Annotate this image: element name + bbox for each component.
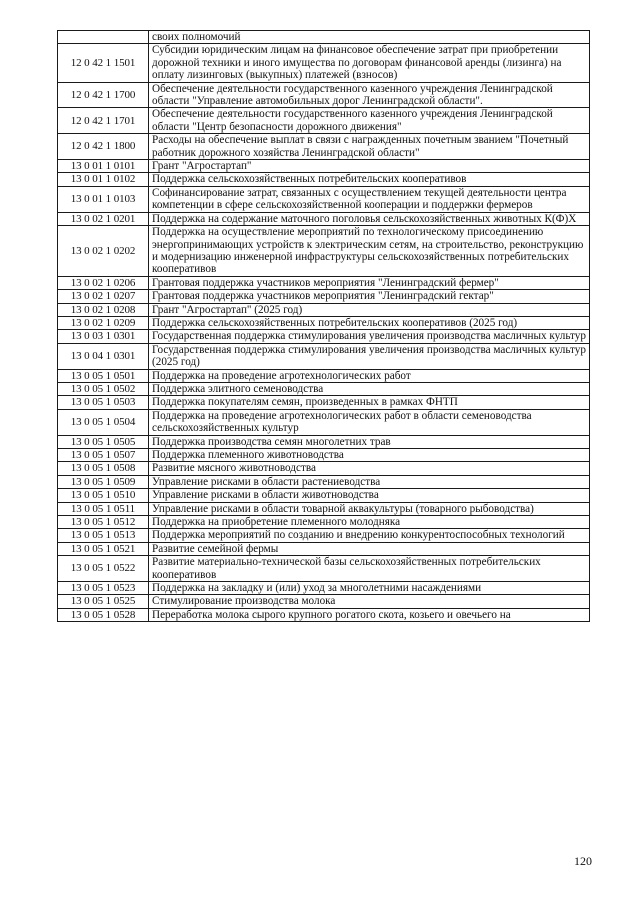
row-code-cell: 13 0 05 1 0510 xyxy=(58,489,149,502)
table-row xyxy=(58,160,590,173)
row-code-cell: 13 0 03 1 0301 xyxy=(58,330,149,343)
row-code-cell: 13 0 01 1 0101 xyxy=(58,160,149,173)
row-description-cell: Стимулирование производства молока xyxy=(149,595,590,608)
table-row xyxy=(58,582,590,595)
row-description-cell: Поддержка сельскохозяйственных потребительских кооперативов xyxy=(149,173,590,186)
table-row xyxy=(58,502,590,515)
table-row xyxy=(58,134,590,160)
row-description-cell: Обеспечение деятельности государственного казенного учреждения Ленинградской области "Управление автомобильных дорог Ленинградской области". xyxy=(149,82,590,108)
table-row xyxy=(58,608,590,621)
row-code-cell: 13 0 01 1 0103 xyxy=(58,186,149,212)
table-row xyxy=(58,516,590,529)
row-description-cell: Субсидии юридическим лицам на финансовое обеспечение затрат при приобретении дорожной техники и иного имущества по договорам финансовой аренды (лизинга) на оплату лизинговых (выкупных) платежей (взносов) xyxy=(149,44,590,82)
table-row xyxy=(58,303,590,316)
table-row xyxy=(58,396,590,409)
table-body xyxy=(58,31,590,622)
row-code-cell: 13 0 05 1 0522 xyxy=(58,556,149,582)
row-code-cell: 13 0 05 1 0509 xyxy=(58,475,149,488)
row-code-cell: 13 0 05 1 0523 xyxy=(58,582,149,595)
row-code-cell: 13 0 05 1 0503 xyxy=(58,396,149,409)
row-description-cell: Поддержка покупателям семян, произведенных в рамках ФНТП xyxy=(149,396,590,409)
table-row xyxy=(58,595,590,608)
table-row xyxy=(58,449,590,462)
row-code-cell: 13 0 02 1 0209 xyxy=(58,316,149,329)
table-row xyxy=(58,529,590,542)
row-code-cell: 13 0 01 1 0102 xyxy=(58,173,149,186)
row-code-cell: 13 0 05 1 0505 xyxy=(58,435,149,448)
page-number: 120 xyxy=(574,854,592,868)
row-code-cell: 13 0 05 1 0508 xyxy=(58,462,149,475)
row-code-cell: 13 0 05 1 0501 xyxy=(58,369,149,382)
row-description-cell: Грант "Агростартап" xyxy=(149,160,590,173)
row-description-cell: Поддержка на содержание маточного поголовья сельскохозяйственных животных К(Ф)Х xyxy=(149,212,590,225)
row-description-cell: Государственная поддержка стимулирования увеличения производства масличных культур xyxy=(149,330,590,343)
table-row xyxy=(58,44,590,82)
row-description-cell: Поддержка на проведение агротехнологических работ в области семеноводства сельскохозяйственных культур xyxy=(149,409,590,435)
row-code-cell: 13 0 05 1 0511 xyxy=(58,502,149,515)
row-description-cell: Грантовая поддержка участников мероприятия "Ленинградский фермер" xyxy=(149,276,590,289)
table-row xyxy=(58,542,590,555)
row-description-cell: Государственная поддержка стимулирования увеличения производства масличных культур (2025 год) xyxy=(149,343,590,369)
table-row xyxy=(58,316,590,329)
row-code-cell: 13 0 05 1 0512 xyxy=(58,516,149,529)
row-code-cell: 13 0 05 1 0502 xyxy=(58,382,149,395)
row-description-cell: Поддержка сельскохозяйственных потребительских кооперативов (2025 год) xyxy=(149,316,590,329)
row-code-cell: 12 0 42 1 1700 xyxy=(58,82,149,108)
row-description-cell: Софинансирование затрат, связанных с осуществлением текущей деятельности центра компетенции в сфере сельскохозяйственной кооперации и поддержки фермеров xyxy=(149,186,590,212)
table-row xyxy=(58,290,590,303)
table-row xyxy=(58,31,590,44)
row-code-cell: 13 0 05 1 0528 xyxy=(58,608,149,621)
row-code-cell: 13 0 02 1 0202 xyxy=(58,226,149,277)
row-description-cell: Поддержка производства семян многолетних трав xyxy=(149,435,590,448)
table-row xyxy=(58,186,590,212)
table-row xyxy=(58,173,590,186)
table-row xyxy=(58,556,590,582)
table-row xyxy=(58,369,590,382)
table-row xyxy=(58,489,590,502)
row-description-cell: Поддержка мероприятий по созданию и внедрению конкурентоспособных технологий xyxy=(149,529,590,542)
row-code-cell: 13 0 02 1 0208 xyxy=(58,303,149,316)
row-description-cell: Поддержка племенного животноводства xyxy=(149,449,590,462)
row-code-cell: 13 0 05 1 0525 xyxy=(58,595,149,608)
row-description-cell: Расходы на обеспечение выплат в связи с награжденных почетным званием "Почетный работник дорожного хозяйства Ленинградской области" xyxy=(149,134,590,160)
row-code-cell: 13 0 05 1 0504 xyxy=(58,409,149,435)
row-code-cell: 13 0 02 1 0206 xyxy=(58,276,149,289)
row-code-cell: 13 0 05 1 0521 xyxy=(58,542,149,555)
row-code-cell xyxy=(58,31,149,44)
row-description-cell: Обеспечение деятельности государственного казенного учреждения Ленинградской области "Центр безопасности дорожного движения" xyxy=(149,108,590,134)
table-row xyxy=(58,475,590,488)
row-description-cell: Развитие материально-технической базы сельскохозяйственных потребительских кооперативов xyxy=(149,556,590,582)
table-row xyxy=(58,276,590,289)
row-description-cell: Управление рисками в области животноводства xyxy=(149,489,590,502)
table-row xyxy=(58,82,590,108)
table-row xyxy=(58,108,590,134)
row-description-cell: Грант "Агростартап" (2025 год) xyxy=(149,303,590,316)
table-row xyxy=(58,462,590,475)
row-code-cell: 13 0 05 1 0507 xyxy=(58,449,149,462)
row-code-cell: 12 0 42 1 1701 xyxy=(58,108,149,134)
row-description-cell: Грантовая поддержка участников мероприятия "Ленинградский гектар" xyxy=(149,290,590,303)
table-row xyxy=(58,330,590,343)
row-description-cell: Развитие мясного животноводства xyxy=(149,462,590,475)
table-row xyxy=(58,212,590,225)
row-code-cell: 13 0 02 1 0201 xyxy=(58,212,149,225)
table-row xyxy=(58,382,590,395)
table-row xyxy=(58,226,590,277)
row-description-cell: Управление рисками в области товарной аквакультуры (товарного рыбоводства) xyxy=(149,502,590,515)
row-description-cell: Поддержка на осуществление мероприятий по технологическому присоединению энергопринимающих устройств к электрическим сетям, на строительство, реконструкцию и модернизацию инженерной инфраструктуры сельскохозяйственных потребительских кооперативов xyxy=(149,226,590,277)
row-code-cell: 12 0 42 1 1800 xyxy=(58,134,149,160)
row-description-cell: Поддержка на проведение агротехнологических работ xyxy=(149,369,590,382)
row-description-cell: своих полномочий xyxy=(149,31,590,44)
row-description-cell: Поддержка на приобретение племенного молодняка xyxy=(149,516,590,529)
row-description-cell: Управление рисками в области растениеводства xyxy=(149,475,590,488)
row-description-cell: Переработка молока сырого крупного рогатого скота, козьего и овечьего на xyxy=(149,608,590,621)
table-row xyxy=(58,409,590,435)
row-code-cell: 12 0 42 1 1501 xyxy=(58,44,149,82)
row-description-cell: Развитие семейной фермы xyxy=(149,542,590,555)
row-code-cell: 13 0 02 1 0207 xyxy=(58,290,149,303)
table-row xyxy=(58,343,590,369)
row-description-cell: Поддержка на закладку и (или) уход за многолетними насаждениями xyxy=(149,582,590,595)
row-code-cell: 13 0 05 1 0513 xyxy=(58,529,149,542)
row-description-cell: Поддержка элитного семеноводства xyxy=(149,382,590,395)
row-code-cell: 13 0 04 1 0301 xyxy=(58,343,149,369)
budget-code-table xyxy=(57,30,590,622)
table-row xyxy=(58,435,590,448)
